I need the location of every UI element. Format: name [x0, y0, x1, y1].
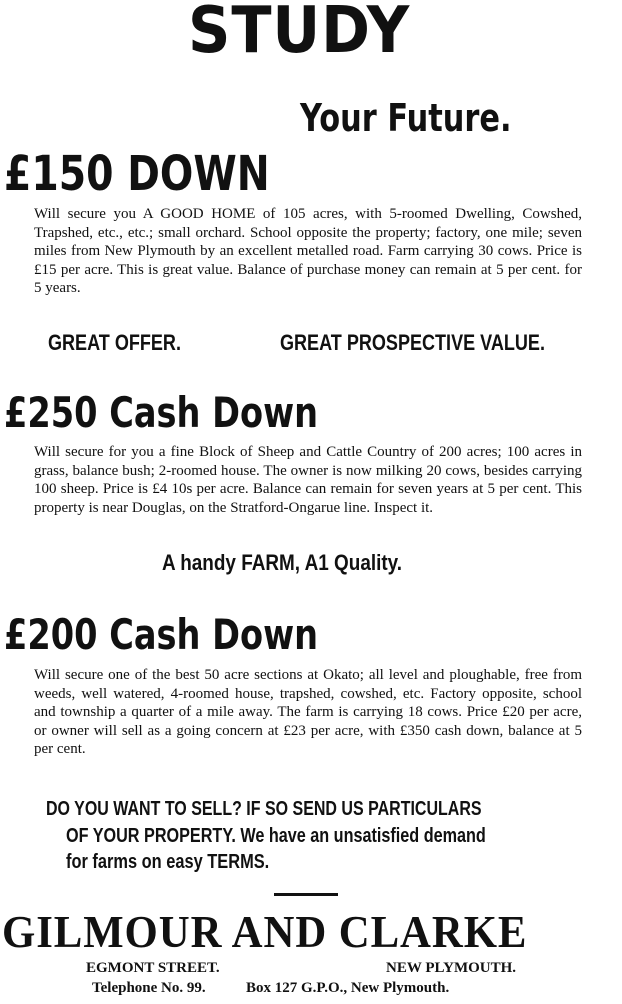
divider [274, 893, 338, 896]
footer-phone: Telephone No. 99. [92, 980, 206, 996]
offer3-body-text: Will secure one of the best 50 acre sections at Okato; all level and ploughable, free from weeds, well watered, 4-roomed house, trapshed, cowshed, etc. Factory opposite, school and township a quarter of a mile away. The farm is carrying 18 cows. Price £20 per acre, or owner will sell as a going concern at £23 per acre, with £350 cash down, balance at 5 per cent. [34, 667, 582, 757]
subtitle [300, 96, 564, 140]
offer3-headline [4, 610, 397, 659]
offer1-body-text: Will secure you A GOOD HOME of 105 acres, with 5-roomed Dwelling, Cowshed, Trapshed, etc., etc.; small orchard. School opposite the property; factory, one mile; seven miles from New Plymouth by an excellent metalled road. Farm carrying 30 cows. Price is £15 per acre. This is great value. Balance of purchase money can remain at 5 per cent. for 5 years. [34, 206, 582, 296]
offer1-tag-left: GREAT OFFER. [48, 330, 181, 355]
footer-street: EGMONT STREET. [86, 960, 220, 976]
offer1-headline-text: £150 DOWN [4, 146, 270, 202]
appeal-line-2: OF YOUR PROPERTY. We have an unsatisfied demand [66, 825, 486, 847]
offer2-body [34, 443, 582, 517]
offer1-tag-right: GREAT PROSPECTIVE VALUE. [280, 330, 545, 355]
footer-box: Box 127 G.P.O., New Plymouth. [246, 980, 450, 996]
title-text: STUDY [188, 0, 411, 68]
offer2-headline-text: £250 Cash Down [4, 388, 319, 437]
page-title [188, 0, 430, 68]
offer2-body-text: Will secure for you a fine Block of Sheep and Cattle Country of 200 acres; 100 acres in grass, balance bush; 2-roomed house. The owner is now milking 20 cows, besides carrying 100 sheep. Price is £4 10s per acre. Balance can remain for seven years at 5 per cent. This property is near Douglas, on the Stratford-Ongarue line. Inspect it. [34, 444, 582, 516]
offer1-headline [4, 146, 328, 202]
offer2-tagline: A handy FARM, A1 Quality. [162, 550, 403, 575]
offer3-headline-text: £200 Cash Down [4, 610, 319, 659]
offer1-body [34, 205, 582, 298]
appeal-line-3: for farms on easy TERMS. [66, 851, 270, 873]
subtitle-text: Your Future. [300, 96, 512, 140]
offer3-body [34, 666, 582, 759]
footer-town: NEW PLYMOUTH. [386, 960, 517, 976]
firm-name: GILMOUR AND CLARKE [2, 906, 528, 957]
appeal-line-1: DO YOU WANT TO SELL? IF SO SEND US PARTICULARS [46, 798, 482, 820]
offer2-headline [4, 388, 397, 437]
